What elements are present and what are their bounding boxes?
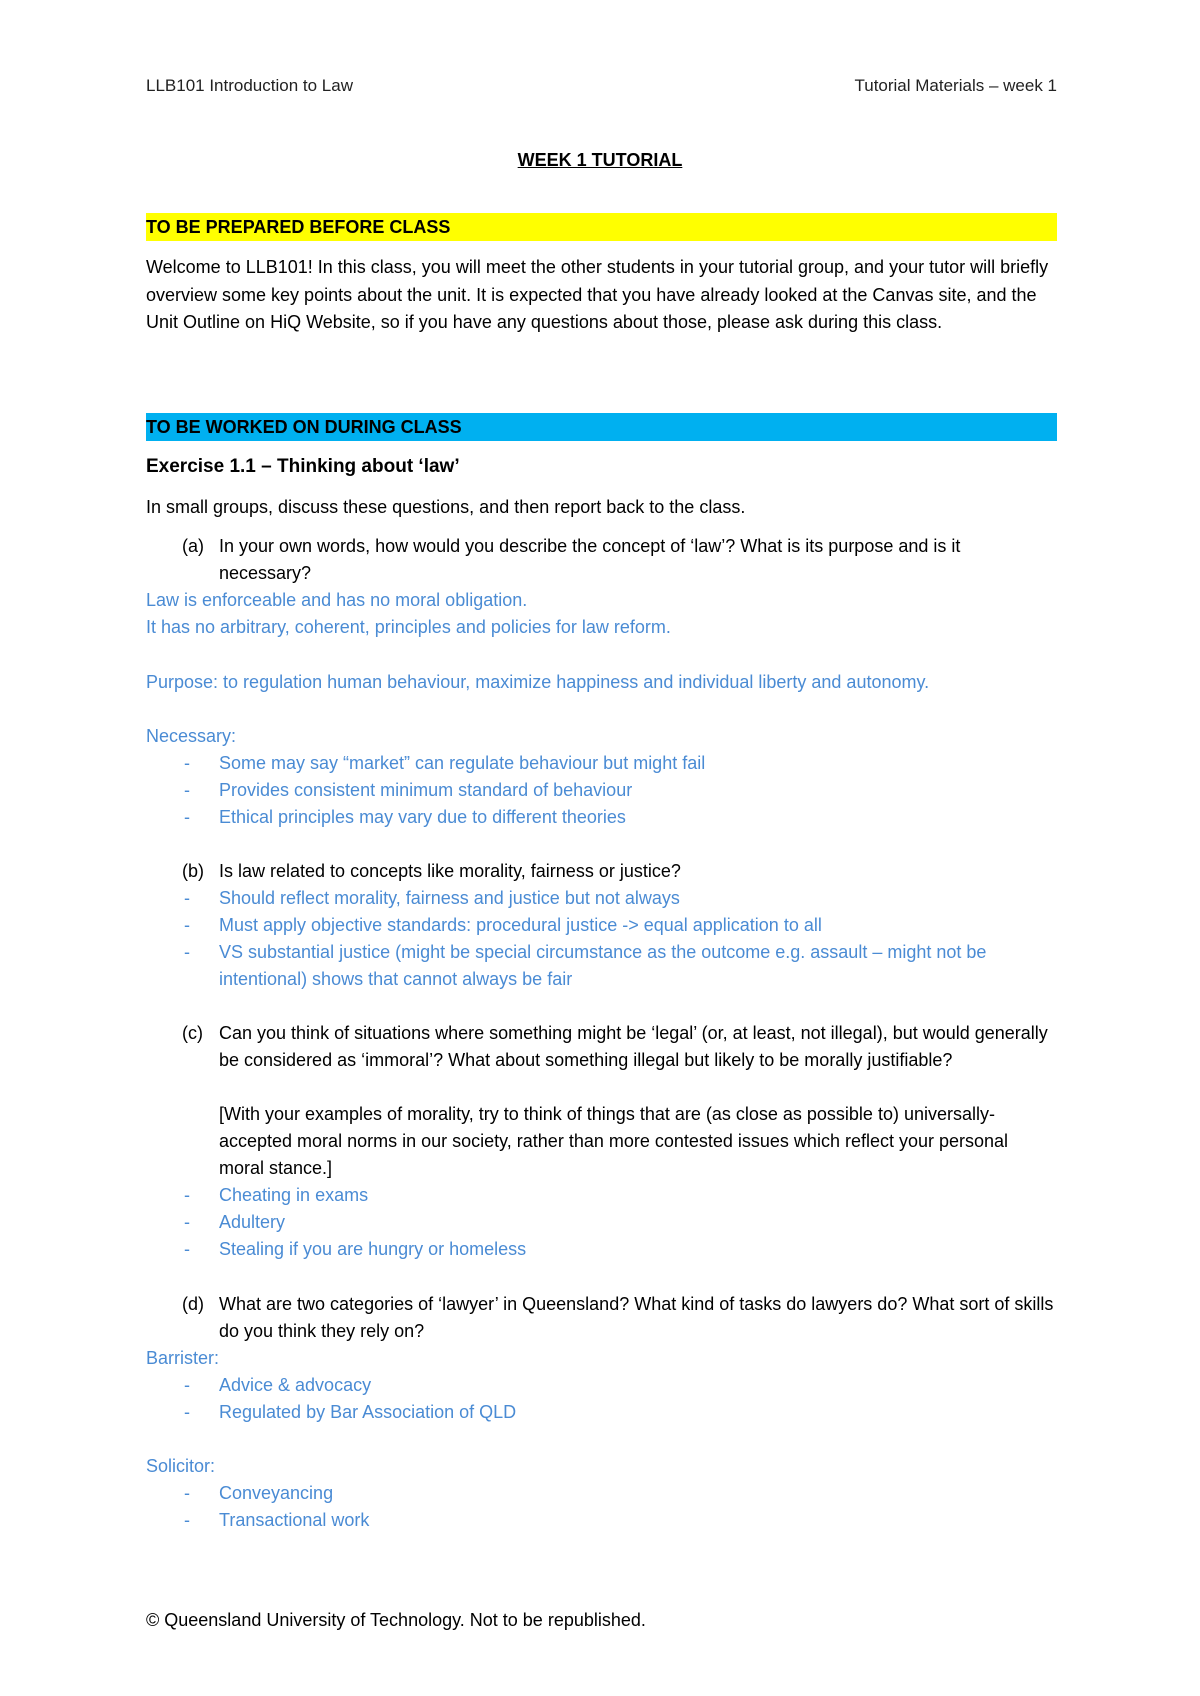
question-text: In your own words, how would you describe the concept of ‘law’? What is its purpose and is it necessary? bbox=[219, 536, 961, 583]
exercise-instruction: In small groups, discuss these questions, and then report back to the class. bbox=[146, 497, 746, 517]
section-heading-during-class: TO BE WORKED ON DURING CLASS bbox=[146, 413, 1057, 441]
question-label: (c) bbox=[182, 1023, 203, 1043]
question-note: [With your examples of morality, try to think of things that are (as close as possible to) universally-accepted moral norms in our society, rather than more contested issues which reflect your personal moral stance.] bbox=[219, 1104, 1009, 1178]
answer-solicitor-label: Solicitor: bbox=[146, 1456, 216, 1476]
exercise-title: Exercise 1.1 – Thinking about ‘law’ bbox=[146, 456, 460, 477]
page-title: WEEK 1 TUTORIAL bbox=[517, 150, 683, 170]
question-text: What are two categories of ‘lawyer’ in Queensland? What kind of tasks do lawyers do? What sort of skills do you think they rely on? bbox=[219, 1294, 1054, 1341]
answer-line: It has no arbitrary, coherent, principles and policies for law reform. bbox=[146, 617, 671, 637]
header-doc-label: Tutorial Materials – week 1 bbox=[854, 76, 1057, 95]
answer-barrister-label: Barrister: bbox=[146, 1348, 220, 1368]
question-label: (d) bbox=[182, 1294, 204, 1314]
question-label: (b) bbox=[182, 861, 204, 881]
section-heading-prepare: TO BE PREPARED BEFORE CLASS bbox=[146, 213, 1057, 241]
question-label: (a) bbox=[182, 536, 204, 556]
answer-purpose: Purpose: to regulation human behaviour, maximize happiness and individual liberty and autonomy. bbox=[146, 672, 930, 692]
answer-necessary-label: Necessary: bbox=[146, 726, 237, 746]
question-text: Can you think of situations where something might be ‘legal’ (or, at least, not illegal), but would generally be considered as ‘immoral’? What about something illegal but likely to be morally justifiable? bbox=[219, 1023, 1048, 1070]
question-text: Is law related to concepts like morality, fairness or justice? bbox=[219, 861, 681, 881]
footer-copyright: © Queensland University of Technology. Not to be republished. bbox=[146, 1610, 646, 1630]
answer-line: Law is enforceable and has no moral obligation. bbox=[146, 590, 528, 610]
welcome-paragraph: Welcome to LLB101! In this class, you will meet the other students in your tutorial group, and your tutor will briefly overview some key points about the unit. It is expected that you have already looked at the Canvas site, and the Unit Outline on HiQ Website, so if you have any questions about those, please ask during this class. bbox=[146, 257, 1049, 332]
header-course-title: LLB101 Introduction to Law bbox=[146, 76, 353, 95]
